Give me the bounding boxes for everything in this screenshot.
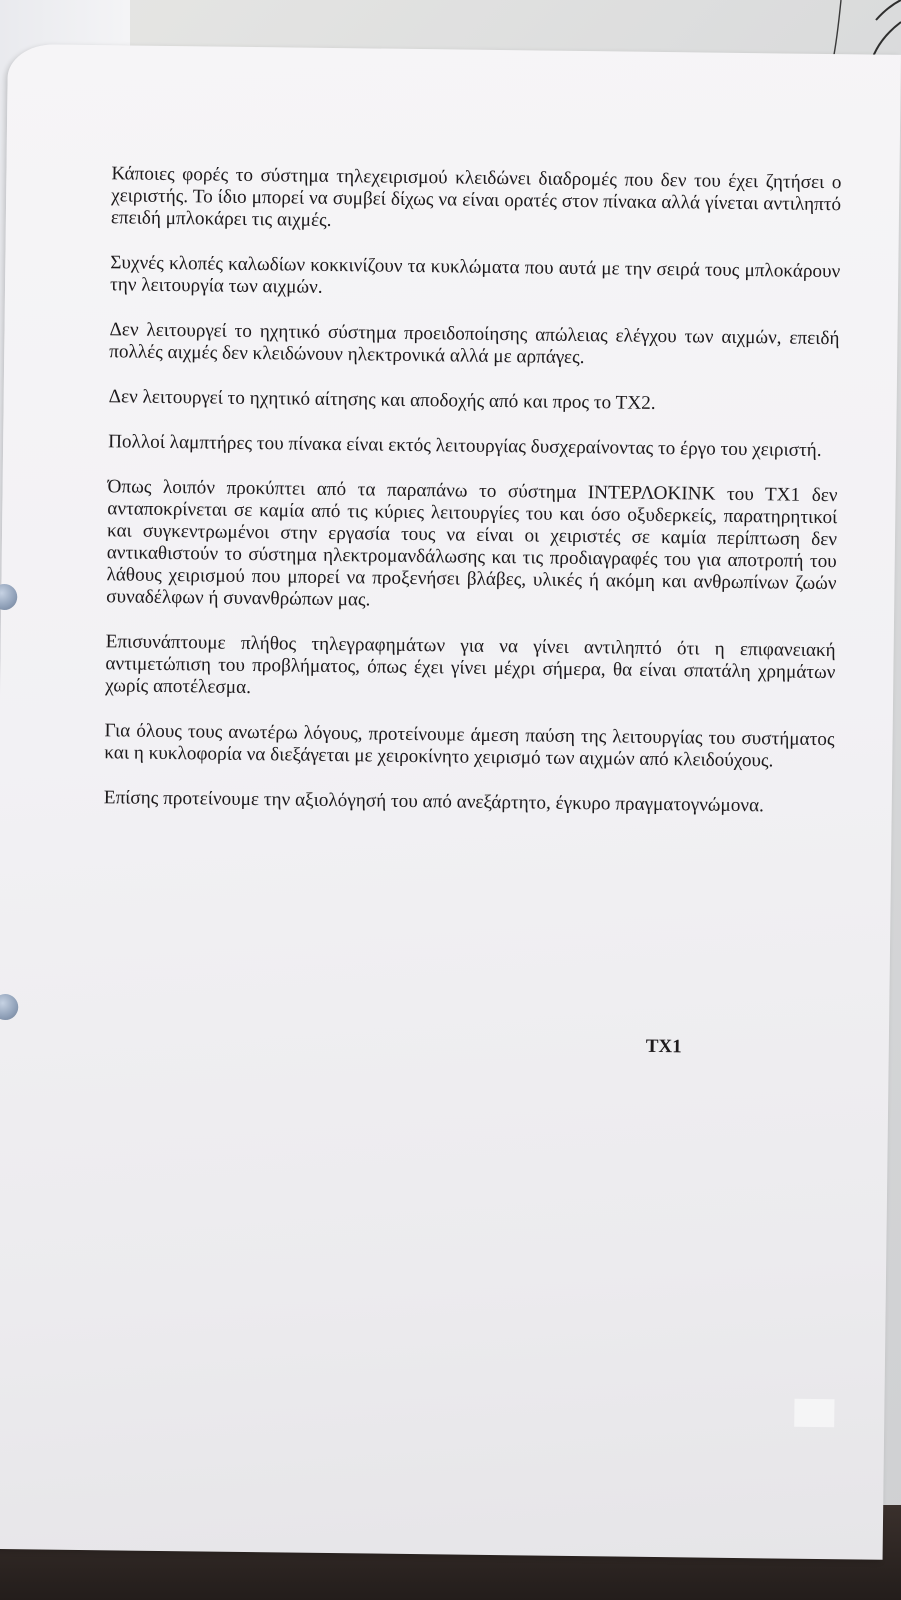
punch-hole	[0, 994, 18, 1020]
paragraph-evaluation: Επίσης προτείνουμε την αξιολόγησή του από ανεξάρτητο, έγκυρο πραγματογνώμονα.	[103, 787, 765, 817]
paragraph-panel-lamps: Πολλοί λαμπτήρες του πίνακα είναι εκτός λειτουργίας δυσχεραίνοντας το έργο του χειριστή.	[108, 431, 822, 461]
paragraph-conclusion: Όπως λοιπόν προκύπτει από τα παραπάνω το σύστημα ΙΝΤΕΡΛΟΚΙΝΚ του ΤΧ1 δεν ανταποκρίνεται σε καμία από τις κύριες λειτουργίες του και όσο οξυδερκείς, παρατηρητικοί και συγκεντρωμένοι στην εργασία τους να είναι οι χειριστές σε καμία περίπτωση δεν αντικαθιστούν το σύστημα ηλεκτρομανδάλωσης και τις προδιαγραφές του για αποτροπή του λάθους χειρισμού που μπορεί να προξενήσει βλάβες, υλικές ή ακόμη και ανθρωπίνων ζωών συναδέλφων ή συνανθρώπων μας.	[106, 476, 838, 611]
paragraph-route-locking: Κάποιες φορές το σύστημα τηλεχειρισμού κλειδώνει διαδρομές που δεν του έχει ζητήσει ο χειριστής. Το ίδιο μπορεί να συμβεί δίχως να είναι ορατές στον πίνακα αλλά γίνεται αντιληπτό επειδή μπλοκάρει τις αιχμές.	[110, 163, 842, 231]
document-body	[103, 163, 841, 841]
paragraph-cable-theft: Συχνές κλοπές καλωδίων κοκκινίζουν τα κυκλώματα που αυτά με την σειρά τους μπλοκάρουν την λειτουργία των αιχμών.	[109, 252, 841, 298]
paragraph-proposal: Για όλους τους ανωτέρω λόγους, προτείνουμε άμεση παύση της λειτουργίας του συστήματος και η κυκλοφορία να διεξάγεται με χειροκίνητο χειρισμό των αιχμών από κλειδούχους.	[104, 720, 835, 772]
paragraph-audio-request: Δεν λειτουργεί το ηχητικό αίτησης και αποδοχής από και προς το ΤΧ2.	[108, 386, 656, 414]
paragraph-audio-warning: Δεν λειτουργεί το ηχητικό σύστημα προειδοποίησης απώλειας ελέγχου των αιχμών, επειδή πολλές αιχμές δεν κλειδώνουν ηλεκτρονικά αλλά με αρπάγες.	[109, 319, 840, 369]
document-page	[0, 44, 901, 1560]
paper-mark	[794, 1399, 834, 1427]
punch-hole	[0, 584, 17, 610]
signature: ΤΧ1	[645, 1035, 682, 1058]
paragraph-attachments: Επισυνάπτουμε πλήθος τηλεγραφημάτων για να γίνει αντιληπτό ότι η επιφανειακή αντιμετώπιση του προβλήματος, όπως έχει γίνει μέχρι σήμερα, θα είναι σπατάλη χρημάτων χωρίς αποτέλεσμα.	[105, 631, 836, 699]
